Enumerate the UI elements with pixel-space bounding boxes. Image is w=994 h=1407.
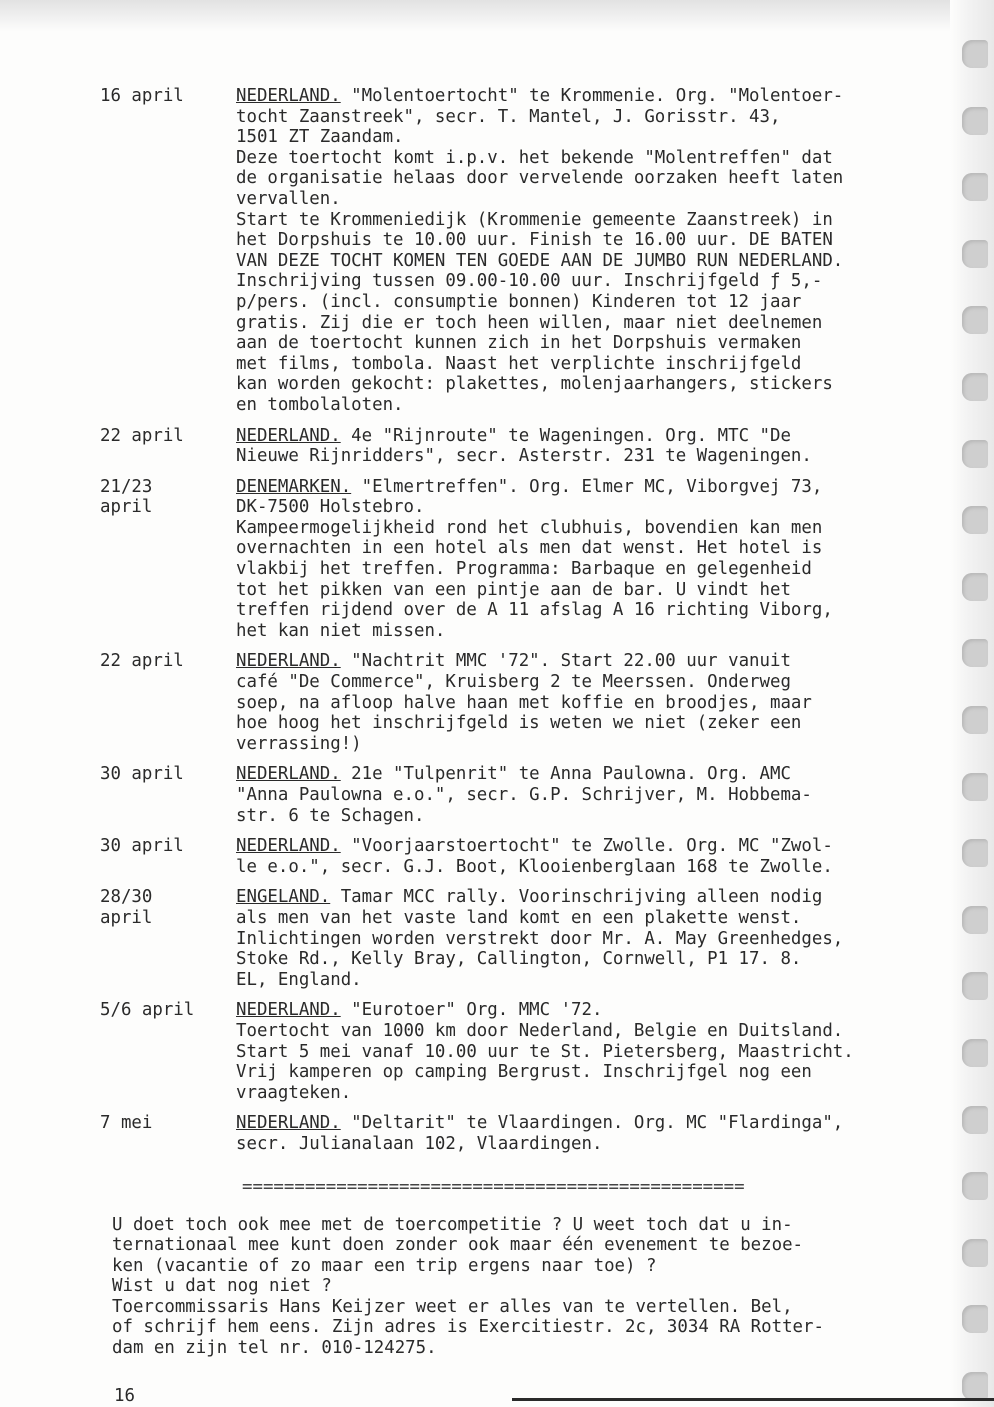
event-first-line: Tamar MCC rally. Voorinschrijving alleen nodig: [330, 887, 823, 908]
binder-hole: [962, 440, 988, 468]
event-entry: [100, 477, 958, 642]
event-first-line: "Deltarit" te Vlaardingen. Org. MC "Flardinga",: [340, 1113, 844, 1134]
event-entry: [100, 1000, 958, 1103]
event-country: NEDERLAND.: [236, 764, 341, 785]
event-country: NEDERLAND.: [236, 651, 341, 672]
event-first-line: "Elmertreffen". Org. Elmer MC, Viborgvej 73,: [351, 476, 823, 497]
binder-hole: [962, 1172, 988, 1200]
event-country: NEDERLAND.: [236, 1000, 341, 1021]
binder-hole: [962, 506, 988, 534]
event-first-line: "Voorjaarstoertocht" te Zwolle. Org. MC "Zwol-: [340, 836, 833, 857]
event-entry: [100, 651, 958, 754]
binder-hole: [962, 1039, 988, 1067]
event-first-line: "Molentoertocht" te Krommenie. Org. "Molentoer-: [340, 86, 844, 106]
event-first-line: "Eurotoer" Org. MMC '72.: [340, 1000, 603, 1021]
event-entry: [100, 764, 958, 826]
event-date: 21/23 april: [100, 476, 153, 518]
binder-hole: [962, 906, 988, 934]
event-entry: [100, 887, 958, 990]
binder-hole: [962, 773, 988, 801]
event-date: 22 april: [100, 651, 184, 672]
binder-hole: [962, 306, 988, 334]
binder-hole: [962, 1239, 988, 1267]
event-entry: [100, 836, 958, 877]
footer-paragraph: U doet toch ook mee met de toercompetitie ? U weet toch dat u in- ternationaal mee kunt doen zonder ook maar één evenement te bezoe- ken (vacantie of zo maar een trip ergens naar toe) ? Wist u dat nog niet ? Toercommissaris Hans Keijzer weet er alles van te vertellen. Bel, of schrijf hem eens. Zijn adres is Exercitiestr. 2c, 3034 RA Rotter- dam en zijn tel nr. 010-124275.: [112, 1214, 824, 1359]
event-country: NEDERLAND.: [236, 836, 341, 857]
event-date: 30 april: [100, 764, 184, 785]
event-first-line: 21e "Tulpenrit" te Anna Paulowna. Org. AMC: [340, 764, 791, 785]
binder-holes: [962, 40, 992, 1400]
event-details: café "De Commerce", Kruisberg 2 te Meerssen. Onderweg soep, na afloop halve haan met koffie en broodjes, maar hoe hoog het inschrijfgeld is weten we niet (zeker een verrassing!): [236, 672, 812, 754]
event-date: 30 april: [100, 836, 184, 857]
binder-hole: [962, 40, 988, 68]
event-details: Toertocht van 1000 km door Nederland, Belgie en Duitsland. Start 5 mei vanaf 10.00 uur te St. Pietersberg, Maastricht. Vrij kamperen op camping Bergrust. Inschrijfgel nog een vraagteken.: [236, 1020, 854, 1103]
event-country: DENEMARKEN.: [236, 476, 352, 497]
binder-hole: [962, 1372, 988, 1400]
event-entry: [100, 1113, 958, 1154]
event-details: als men van het vaste land komt en een plakette wenst. Inlichtingen worden verstrekt door Mr. A. May Greenhedges, Stoke Rd., Kelly Bray, Callington, Cornwell, P1 17. 8. EL, England.: [236, 907, 844, 990]
event-entry: [100, 426, 958, 467]
event-details: secr. Julianalaan 102, Vlaardingen.: [236, 1133, 603, 1154]
binder-hole: [962, 1305, 988, 1333]
event-calendar: [100, 86, 958, 1359]
binder-hole: [962, 706, 988, 734]
page-number: 16: [114, 1386, 135, 1406]
event-country: NEDERLAND.: [236, 1113, 341, 1134]
event-date: 16 april: [100, 86, 184, 106]
binder-hole: [962, 373, 988, 401]
event-description: [236, 1000, 958, 1103]
event-country: NEDERLAND.: [236, 86, 341, 106]
event-first-line: "Nachtrit MMC '72". Start 22.00 uur vanuit: [340, 651, 791, 672]
bottom-rule: [512, 1398, 994, 1401]
event-country: NEDERLAND.: [236, 425, 341, 446]
event-date: 28/30 april: [100, 887, 153, 928]
scan-top-edge: [0, 0, 994, 32]
event-details: le e.o.", secr. G.J. Boot, Klooienberglaan 168 te Zwolle.: [236, 856, 833, 877]
event-details: Nieuwe Rijnridders", secr. Asterstr. 231 te Wageningen.: [236, 446, 812, 467]
event-description: [236, 887, 958, 990]
event-description: [236, 86, 958, 416]
event-date: 5/6 april: [100, 1000, 195, 1021]
binder-hole: [962, 107, 988, 135]
binder-hole: [962, 173, 988, 201]
binder-hole: [962, 839, 988, 867]
event-description: [236, 651, 958, 754]
event-description: [236, 426, 958, 467]
event-description: [236, 836, 958, 877]
event-date: 7 mei: [100, 1113, 153, 1134]
event-description: [236, 1113, 958, 1154]
section-divider: ================================================: [242, 1176, 745, 1197]
binder-hole: [962, 573, 988, 601]
binder-hole: [962, 1106, 988, 1134]
event-details: DK-7500 Holstebro. Kampeermogelijkheid rond het clubhuis, bovendien kan men overnachten in een hotel als men dat wenst. Het hotel is vlakbij het treffen. Programma: Barbaque en gelegenheid tot het pikken van een pintje aan de bar. U vindt het treffen rijdend over de A 11 afslag A 16 richting Viborg, het kan niet missen.: [236, 497, 833, 641]
binder-hole: [962, 639, 988, 667]
binder-hole: [962, 240, 988, 268]
event-details: "Anna Paulowna e.o.", secr. G.P. Schrijver, M. Hobbema- str. 6 te Schagen.: [236, 785, 812, 826]
event-country: ENGELAND.: [236, 887, 331, 908]
event-first-line: 4e "Rijnroute" te Wageningen. Org. MTC "De: [340, 425, 791, 446]
binder-hole: [962, 972, 988, 1000]
event-description: [236, 764, 958, 826]
event-entry: [100, 86, 958, 416]
event-details: tocht Zaanstreek", secr. T. Mantel, J. Gorisstr. 43, 1501 ZT Zaandam. Deze toertocht komt i.p.v. het bekende "Molentreffen" dat de organisatie helaas door vervelende oorzaken heeft laten vervallen. Start te Krommeniedijk (Krommenie gemeente Zaanstreek) in het Dorpshuis te 10.00 uur. Finish te 16.00 uur. DE BATEN VAN DEZE TOCHT KOMEN TEN GOEDE AAN DE JUMBO RUN NEDERLAND. Inschrijving tussen 09.00-10.00 uur. Inschrijfgeld ƒ 5,- p/pers. (incl. consumptie bonnen) Kinderen tot 12 jaar gratis. Zij die er toch heen willen, maar niet deelnemen aan de toertocht kunnen zich in het Dorpshuis vermaken met films, tombola. Naast het verplichte inschrijfgeld kan worden gekocht: plakettes, molenjaarhangers, stickers en tombolaloten.: [236, 106, 844, 415]
event-description: [236, 477, 958, 642]
event-date: 22 april: [100, 425, 184, 446]
